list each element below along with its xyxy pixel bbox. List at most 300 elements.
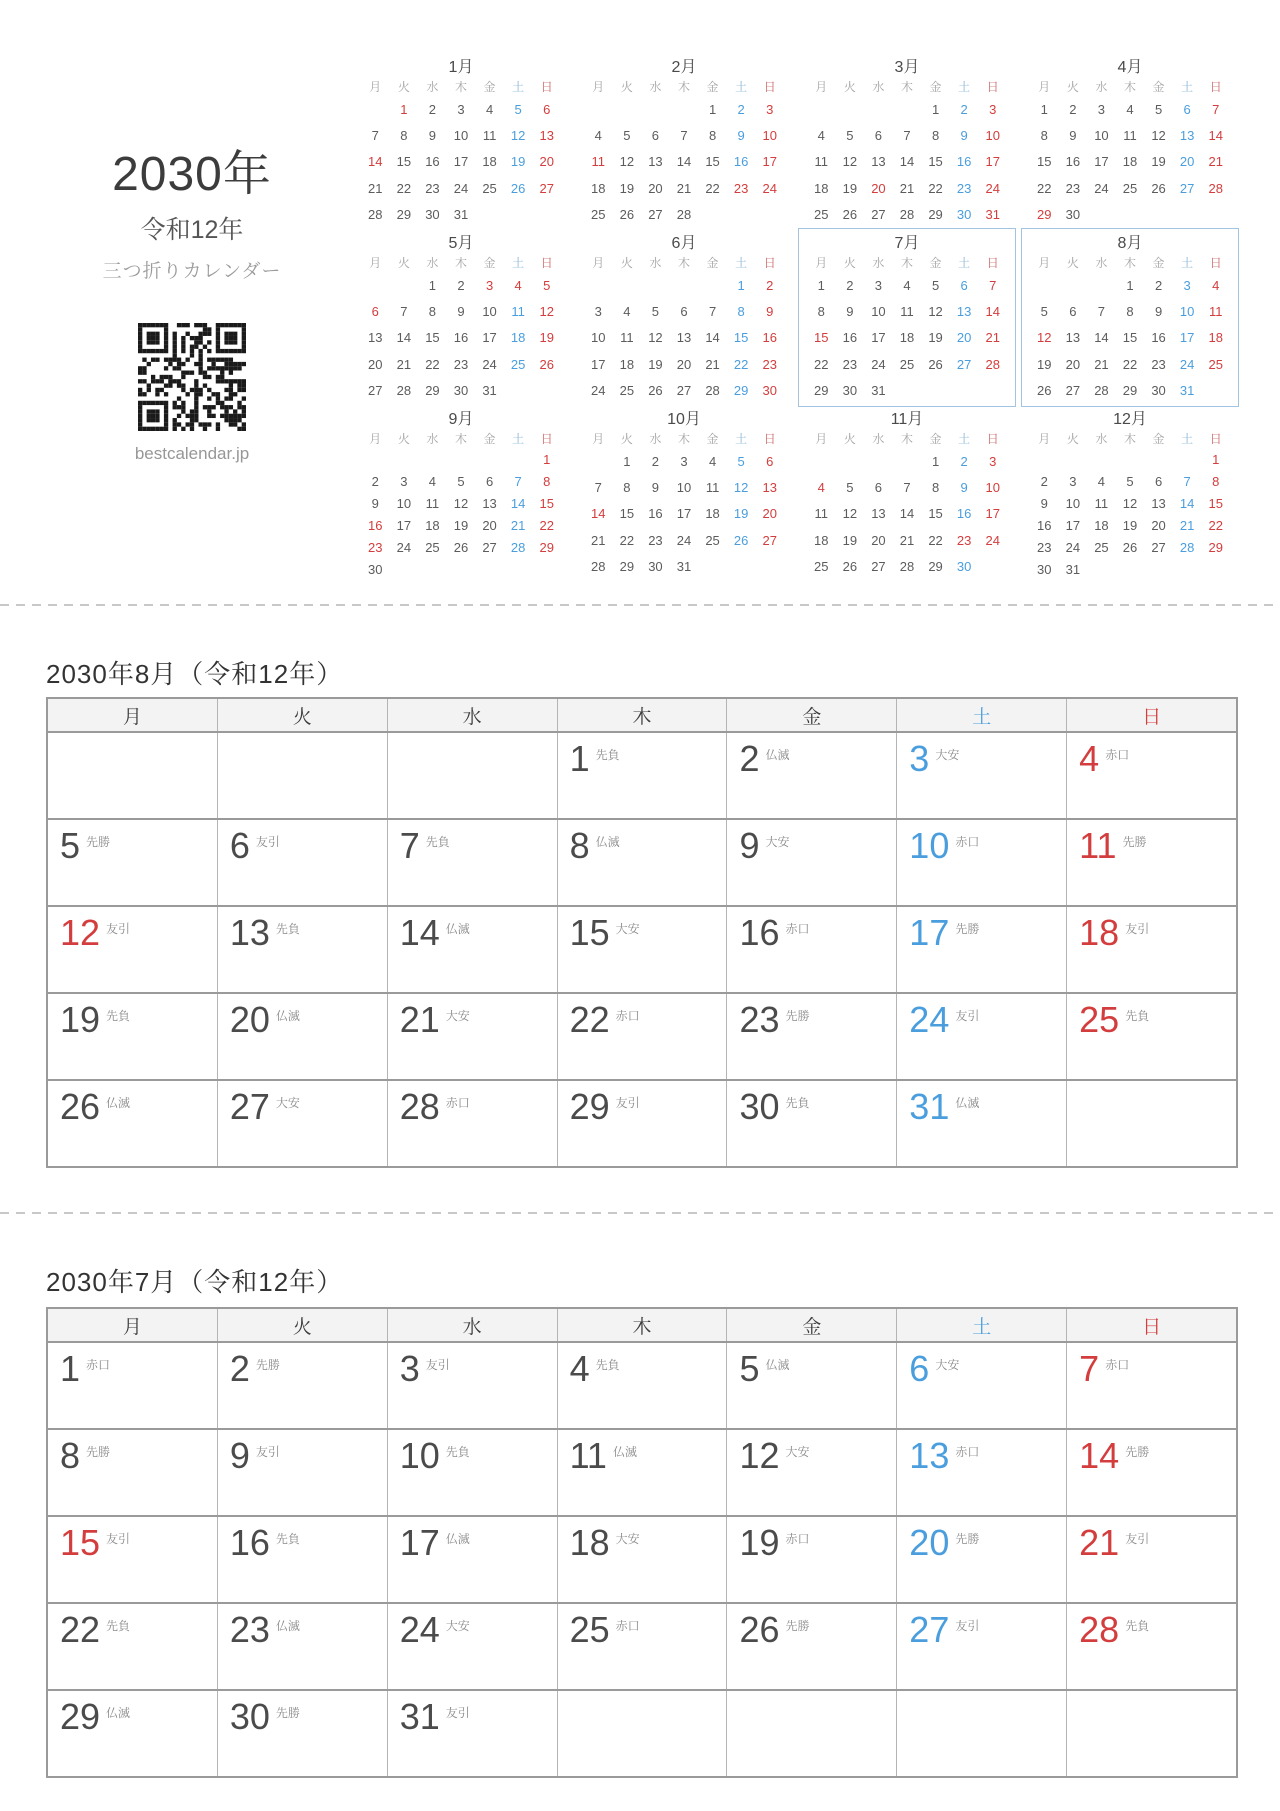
rokuyo-label: 仏滅 [106, 1096, 131, 1110]
mini-day: 28 [1179, 539, 1195, 555]
day-cell [1066, 994, 1236, 1079]
mini-day: 12 [648, 330, 663, 346]
mini-day: 19 [510, 154, 526, 170]
mini-days-grid [807, 272, 1007, 404]
mini-weekday-header [807, 80, 1007, 94]
day-cell [1066, 1517, 1236, 1602]
weekday-label: 金 [483, 256, 496, 270]
mini-day: 13 [871, 154, 886, 170]
weekday-label: 日 [540, 432, 553, 446]
mini-day: 30 [368, 561, 383, 577]
mini-day: 23 [1065, 180, 1081, 196]
mini-day: 28 [899, 207, 915, 223]
mini-month-9 [361, 410, 561, 586]
mini-day: 26 [928, 356, 943, 372]
day-cell [48, 820, 217, 905]
day-number: 27 [909, 1609, 950, 1650]
day-cell [387, 820, 557, 905]
mini-weekday-header [1030, 80, 1230, 94]
mini-month-title: 9月 [448, 411, 474, 428]
day-number: 1 [569, 738, 590, 779]
day-cell [557, 994, 727, 1079]
day-cell [1066, 1604, 1236, 1689]
day-number: 9 [739, 825, 760, 866]
mini-day: 31 [1179, 383, 1195, 399]
weekday-label: 土 [735, 80, 748, 94]
mini-day: 1 [931, 453, 940, 469]
weekday-label: 火 [843, 256, 856, 270]
day-number: 4 [1079, 738, 1100, 779]
mini-day: 9 [960, 128, 968, 144]
weekday-header-row [48, 1309, 1236, 1341]
mini-day: 17 [1094, 154, 1109, 170]
weekday-label: 金 [929, 256, 942, 270]
rokuyo-label: 大安 [615, 922, 640, 936]
rokuyo-label: 先勝 [86, 1445, 111, 1459]
mini-day: 17 [762, 154, 777, 170]
weekday-header-cell: 金 [726, 1309, 896, 1341]
rokuyo-label: 先勝 [955, 922, 980, 936]
weekday-label: 木 [1123, 432, 1136, 446]
mini-day: 18 [814, 532, 829, 548]
day-number: 24 [399, 1609, 440, 1650]
mini-month-title: 2月 [671, 59, 697, 76]
weekday-header-cell: 木 [557, 1309, 727, 1341]
mini-day: 2 [1040, 473, 1048, 489]
rokuyo-label: 友引 [445, 1706, 470, 1720]
day-cell [217, 820, 387, 905]
weekday-header-cell: 日 [1066, 699, 1236, 731]
mini-day: 5 [543, 277, 551, 293]
day-cell [1066, 1081, 1236, 1166]
weekday-label: 水 [649, 80, 662, 94]
weekday-label: 月 [815, 80, 828, 94]
mini-day: 23 [762, 356, 777, 372]
mini-day: 15 [425, 330, 440, 346]
mini-day: 8 [817, 304, 825, 320]
mini-day: 21 [676, 180, 692, 196]
day-cell [217, 1517, 387, 1602]
weekday-label: 木 [454, 256, 467, 270]
day-cell [387, 994, 557, 1079]
mini-weekday-header [584, 80, 784, 94]
mini-day: 8 [708, 128, 717, 144]
mini-day: 7 [594, 480, 602, 496]
mini-day: 12 [619, 154, 635, 170]
mini-day: 26 [539, 356, 554, 372]
mini-day: 2 [846, 277, 854, 293]
mini-day: 17 [676, 506, 692, 522]
rokuyo-label: 赤口 [1105, 1358, 1130, 1372]
day-cell [48, 994, 217, 1079]
mini-month-title: 1月 [448, 59, 474, 76]
mini-day: 24 [1179, 356, 1195, 372]
day-number: 1 [60, 1348, 81, 1389]
mini-day: 26 [842, 559, 858, 575]
mini-day: 7 [989, 277, 997, 293]
day-cell [726, 733, 896, 818]
mini-day: 21 [705, 356, 720, 372]
mini-day: 10 [482, 304, 497, 320]
day-cell [387, 1691, 557, 1776]
day-number: 30 [229, 1696, 270, 1737]
mini-day: 21 [1179, 517, 1195, 533]
mini-day: 16 [425, 154, 440, 170]
mini-day: 18 [619, 356, 635, 372]
mini-day: 30 [956, 207, 972, 223]
mini-day: 13 [676, 330, 692, 346]
mini-day: 6 [1069, 304, 1077, 320]
rokuyo-label: 仏滅 [275, 1619, 300, 1633]
weekday-label: 土 [1181, 80, 1194, 94]
day-cell [557, 820, 727, 905]
day-number: 23 [739, 999, 780, 1040]
mini-day: 3 [989, 453, 997, 469]
mini-day: 14 [396, 330, 412, 346]
mini-month-title: 6月 [671, 235, 697, 252]
weekday-label: 水 [872, 80, 885, 94]
mini-day: 25 [814, 559, 829, 575]
mini-day: 15 [1037, 154, 1052, 170]
weekday-label: 金 [706, 256, 719, 270]
mini-day: 1 [623, 453, 631, 469]
mini-day: 15 [733, 330, 749, 346]
mini-day: 22 [928, 532, 943, 548]
calendar-type-subtitle: 三つ折りカレンダー [102, 261, 282, 283]
mini-day: 24 [1094, 180, 1109, 196]
mini-month-7 [807, 234, 1007, 410]
day-number: 23 [229, 1609, 270, 1650]
mini-day: 21 [899, 180, 915, 196]
mini-day: 14 [591, 506, 606, 522]
weekday-label: 日 [1209, 432, 1222, 446]
weekday-header-cell: 土 [896, 699, 1066, 731]
mini-day: 20 [368, 356, 383, 372]
mini-day: 28 [510, 539, 526, 555]
day-cell [726, 1517, 896, 1602]
weekday-label: 水 [1095, 80, 1108, 94]
day-number: 27 [229, 1086, 270, 1127]
mini-day: 22 [928, 180, 943, 196]
mini-day: 29 [814, 383, 829, 399]
calendar-week-row [48, 1515, 1236, 1602]
mini-day: 26 [619, 207, 635, 223]
mini-day: 11 [591, 154, 606, 170]
mini-day: 18 [705, 506, 720, 522]
mini-day: 8 [1126, 304, 1134, 320]
mini-day: 19 [733, 506, 749, 522]
mini-day: 14 [1094, 330, 1109, 346]
day-number: 13 [229, 912, 270, 953]
day-number: 17 [399, 1522, 440, 1563]
day-cell [217, 907, 387, 992]
mini-day: 21 [1208, 154, 1223, 170]
weekday-label: 日 [763, 432, 776, 446]
mini-day: 5 [1040, 304, 1048, 320]
rokuyo-label: 先負 [1125, 1619, 1150, 1633]
mini-day: 4 [1097, 473, 1106, 489]
mini-day: 24 [985, 180, 1000, 196]
mini-day: 19 [648, 356, 663, 372]
mini-day: 9 [960, 480, 968, 496]
mini-day: 21 [510, 517, 526, 533]
weekday-header-cell: 月 [122, 706, 142, 728]
day-number: 20 [909, 1522, 950, 1563]
calendar-week-row [48, 1602, 1236, 1689]
july-title: 2030年7月（令和12年） [46, 1267, 344, 1297]
day-number: 30 [739, 1086, 780, 1127]
day-cell [557, 1517, 727, 1602]
day-cell [1066, 1343, 1236, 1428]
mini-day: 5 [846, 128, 854, 144]
mini-day: 16 [1065, 154, 1081, 170]
mini-day: 9 [428, 128, 437, 144]
weekday-label: 火 [843, 80, 856, 94]
mini-day: 29 [1037, 207, 1052, 223]
mini-day: 28 [676, 207, 692, 223]
mini-day: 30 [762, 383, 777, 399]
rokuyo-label: 仏滅 [445, 922, 470, 936]
mini-day: 29 [733, 383, 749, 399]
rokuyo-label: 赤口 [445, 1096, 470, 1110]
mini-day: 31 [1065, 561, 1081, 577]
mini-day: 18 [1122, 154, 1138, 170]
day-cell [48, 1081, 217, 1166]
weekday-label: 金 [706, 80, 719, 94]
mini-weekday-header [584, 432, 784, 446]
mini-day: 18 [899, 330, 915, 346]
mini-day: 6 [960, 277, 968, 293]
mini-day: 28 [985, 356, 1000, 372]
weekday-label: 木 [677, 80, 690, 94]
mini-day: 31 [676, 559, 692, 575]
mini-day: 8 [623, 480, 631, 496]
july-calendar-table [46, 1307, 1238, 1778]
day-cell [48, 733, 217, 818]
mini-day: 30 [842, 383, 858, 399]
mini-day: 5 [846, 480, 854, 496]
mini-day: 16 [956, 506, 972, 522]
rokuyo-label: 仏滅 [445, 1532, 470, 1546]
mini-day: 4 [623, 304, 631, 320]
mini-day: 27 [648, 207, 663, 223]
mini-day: 11 [511, 304, 525, 320]
mini-day: 23 [648, 532, 663, 548]
mini-day: 4 [594, 128, 602, 144]
mini-day: 2 [737, 101, 745, 117]
mini-day: 30 [648, 559, 663, 575]
day-cell [387, 1081, 557, 1166]
day-number: 11 [1079, 825, 1117, 866]
weekday-label: 月 [592, 256, 605, 270]
mini-days-grid [584, 96, 784, 228]
day-number: 10 [909, 825, 950, 866]
weekday-label: 木 [900, 80, 913, 94]
mini-day: 25 [1208, 356, 1223, 372]
weekday-label: 水 [649, 256, 662, 270]
brand-block [87, 150, 297, 464]
rokuyo-label: 先負 [275, 1532, 300, 1546]
mini-day: 22 [1122, 356, 1138, 372]
mini-day: 29 [1208, 539, 1223, 555]
mini-day: 10 [396, 495, 412, 511]
mini-day: 30 [1065, 207, 1081, 223]
mini-day: 7 [514, 473, 522, 489]
mini-day: 20 [1151, 517, 1166, 533]
rokuyo-label: 先勝 [785, 1619, 810, 1633]
weekday-label: 土 [512, 80, 525, 94]
day-number: 7 [399, 825, 420, 866]
mini-month-12 [1030, 410, 1230, 586]
mini-day: 16 [368, 517, 383, 533]
mini-month-title: 7月 [894, 235, 920, 252]
mini-day: 13 [1179, 128, 1195, 144]
qr-code [138, 323, 246, 431]
mini-day: 23 [1037, 539, 1052, 555]
era-title: 令和12年 [140, 216, 244, 245]
august-calendar-table [46, 697, 1238, 1168]
weekday-label: 日 [763, 80, 776, 94]
mini-weekday-header [361, 80, 561, 94]
mini-day: 1 [817, 277, 825, 293]
mini-day: 5 [1126, 473, 1134, 489]
rokuyo-label: 大安 [615, 1532, 640, 1546]
rokuyo-label: 仏滅 [106, 1706, 131, 1720]
day-cell [896, 1081, 1066, 1166]
weekday-label: 日 [986, 80, 999, 94]
mini-days-grid [361, 96, 561, 228]
mini-day: 2 [766, 277, 774, 293]
mini-day: 20 [539, 154, 554, 170]
mini-day: 9 [1040, 495, 1048, 511]
mini-day: 10 [762, 128, 777, 144]
rokuyo-label: 赤口 [785, 1532, 810, 1546]
mini-day: 16 [762, 330, 777, 346]
mini-day: 6 [874, 480, 883, 496]
weekday-label: 水 [872, 432, 885, 446]
mini-day: 14 [985, 304, 1000, 320]
mini-day: 28 [591, 559, 606, 575]
mini-day: 20 [676, 356, 692, 372]
rokuyo-label: 大安 [935, 748, 960, 762]
mini-day: 4 [708, 453, 717, 469]
weekday-label: 土 [958, 432, 971, 446]
mini-day: 7 [903, 480, 911, 496]
mini-day: 13 [539, 128, 554, 144]
mini-day: 2 [371, 473, 379, 489]
mini-weekday-header [807, 432, 1007, 446]
day-number: 6 [909, 1348, 930, 1389]
mini-day: 24 [676, 532, 692, 548]
weekday-label: 日 [986, 256, 999, 270]
weekday-label: 月 [369, 256, 382, 270]
mini-day: 19 [1151, 154, 1166, 170]
mini-day: 3 [766, 101, 774, 117]
rokuyo-label: 先勝 [86, 835, 111, 849]
mini-day: 15 [1208, 495, 1223, 511]
mini-day: 19 [1037, 356, 1052, 372]
mini-weekday-header [584, 256, 784, 270]
day-cell [726, 1430, 896, 1515]
mini-day: 27 [871, 207, 886, 223]
mini-day: 14 [899, 506, 915, 522]
mini-day: 18 [591, 180, 606, 196]
mini-day: 18 [510, 330, 526, 346]
weekday-label: 木 [677, 432, 690, 446]
mini-day: 30 [956, 559, 972, 575]
mini-day: 1 [708, 101, 717, 117]
day-number: 19 [60, 999, 101, 1040]
day-cell [557, 1343, 727, 1428]
mini-day: 5 [514, 101, 522, 117]
mini-day: 31 [482, 383, 497, 399]
mini-day: 18 [814, 180, 829, 196]
mini-month-title: 12月 [1113, 411, 1147, 428]
day-number: 16 [229, 1522, 270, 1563]
mini-day: 11 [1123, 128, 1137, 144]
day-cell [1066, 1430, 1236, 1515]
mini-day: 15 [1122, 330, 1138, 346]
mini-day: 23 [956, 532, 972, 548]
mini-day: 4 [485, 101, 494, 117]
weekday-label: 木 [900, 432, 913, 446]
site-label: bestcalendar.jp [134, 444, 250, 464]
mini-day: 8 [931, 480, 940, 496]
mini-month-title: 10月 [667, 411, 701, 428]
mini-day: 29 [928, 207, 943, 223]
mini-day: 21 [985, 330, 1000, 346]
day-number: 5 [739, 1348, 760, 1389]
mini-day: 19 [928, 330, 943, 346]
mini-month-11 [807, 410, 1007, 586]
mini-day: 6 [485, 473, 494, 489]
mini-day: 20 [1065, 356, 1081, 372]
weekday-header-cell: 火 [217, 699, 387, 731]
weekday-label: 火 [620, 80, 633, 94]
mini-day: 5 [651, 304, 660, 320]
mini-day: 1 [428, 277, 437, 293]
day-cell [48, 1430, 217, 1515]
mini-day: 8 [543, 473, 551, 489]
mini-day: 18 [425, 517, 440, 533]
mini-month-1 [361, 58, 561, 234]
mini-day: 7 [371, 128, 379, 144]
mini-day: 25 [1122, 180, 1138, 196]
day-cell [48, 1691, 217, 1776]
mini-day: 19 [1122, 517, 1138, 533]
mini-day: 13 [871, 506, 886, 522]
weekday-label: 金 [929, 432, 942, 446]
mini-day: 25 [510, 356, 526, 372]
weekday-label: 金 [706, 432, 719, 446]
mini-day: 24 [1065, 539, 1081, 555]
mini-day: 27 [762, 532, 777, 548]
rokuyo-label: 赤口 [615, 1619, 640, 1633]
mini-day: 5 [457, 473, 465, 489]
mini-day: 22 [619, 532, 635, 548]
day-number: 21 [399, 999, 440, 1040]
mini-day: 20 [482, 517, 497, 533]
mini-day: 22 [814, 356, 829, 372]
mini-day: 19 [619, 180, 635, 196]
mini-weekday-header [1030, 256, 1230, 270]
mini-day: 26 [1151, 180, 1166, 196]
mini-day: 6 [874, 128, 883, 144]
weekday-label: 月 [1038, 256, 1051, 270]
rokuyo-label: 仏滅 [765, 1358, 790, 1372]
mini-day: 22 [539, 517, 554, 533]
mini-day: 29 [539, 539, 554, 555]
